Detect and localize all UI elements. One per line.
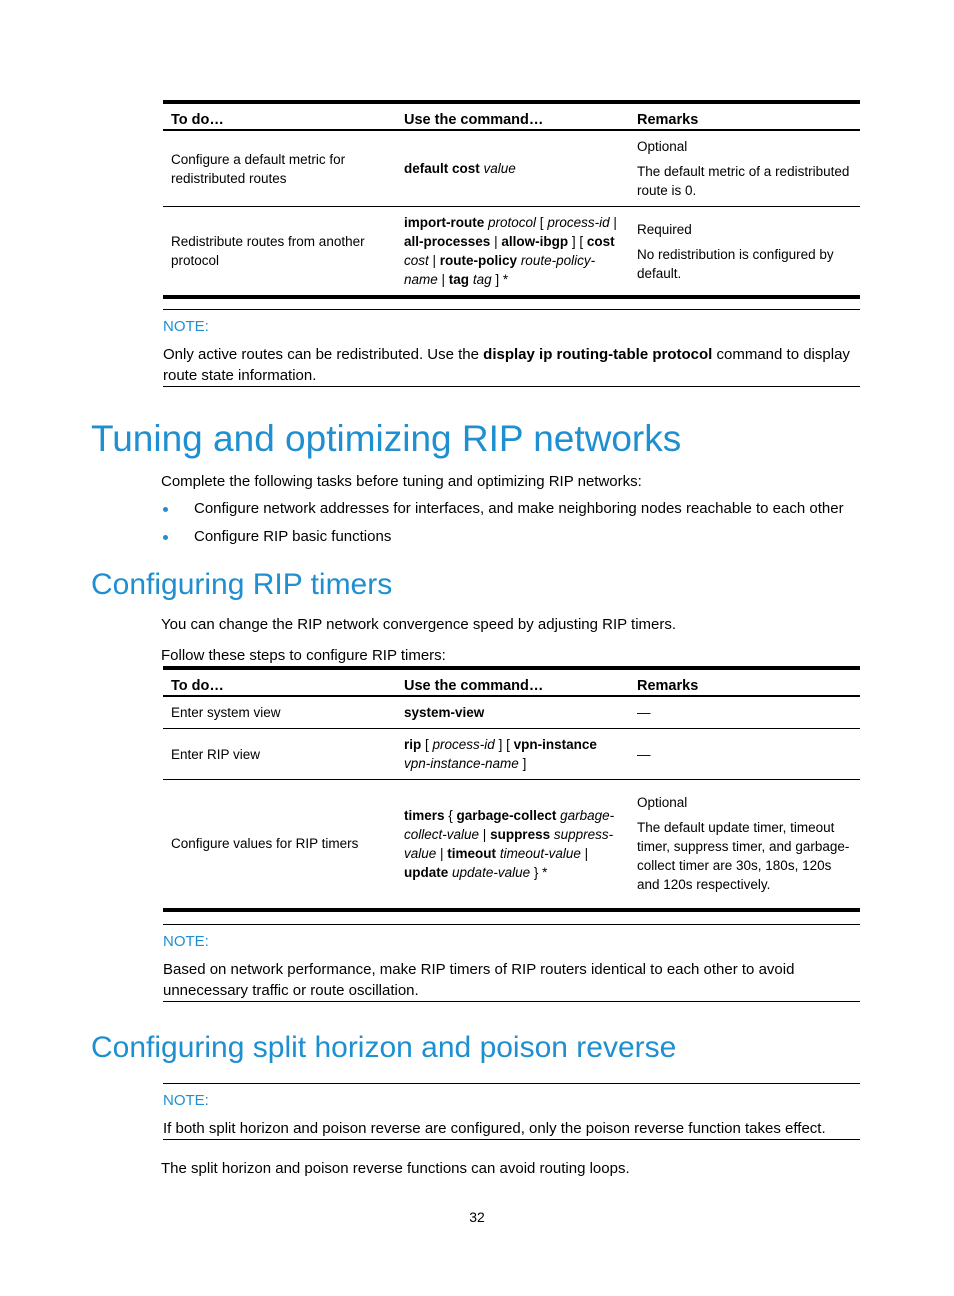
note-text: Only active routes can be redistributed. Use the display ip routing-table protocol command to display route state information. xyxy=(163,346,850,384)
todo-cell: Configure values for RIP timers xyxy=(163,780,396,910)
col-header-todo: To do… xyxy=(163,668,396,696)
command-cell: rip [ process-id ] [ vpn-instance vpn-instance-name ] xyxy=(396,729,629,780)
note-text: Based on network performance, make RIP timers of RIP routers identical to each other to avoid unnecessary traffic or route oscillation. xyxy=(163,961,795,999)
table-row xyxy=(163,130,860,207)
remarks-cell: Optional The default update timer, timeout timer, suppress timer, and garbage-collect timer are 30s, 180s, 120s and 120s respectively. xyxy=(629,780,860,910)
todo-cell: Enter RIP view xyxy=(163,729,396,780)
table-row xyxy=(163,729,860,780)
list-item xyxy=(163,500,844,517)
command-cell: system-view xyxy=(396,696,629,729)
command-cell: import-route protocol [ process-id | all-processes | allow-ibgp ] [ cost cost | route-policy route-policy-name | tag tag ] * xyxy=(396,207,629,298)
note-label: NOTE: xyxy=(163,933,209,950)
bullet-icon xyxy=(163,507,168,512)
list-item-text: Configure network addresses for interfaces, and make neighboring nodes reachable to each other xyxy=(194,500,844,517)
note-top-rule xyxy=(163,309,860,310)
remarks-cell: — xyxy=(629,696,860,729)
note-bottom-rule xyxy=(163,386,860,387)
todo-cell: Redistribute routes from another protocol xyxy=(163,207,396,298)
col-header-command: Use the command… xyxy=(396,668,629,696)
note-bottom-rule xyxy=(163,1139,860,1140)
note-label: NOTE: xyxy=(163,318,209,335)
section-title-split-horizon: Configuring split horizon and poison reverse xyxy=(91,1031,677,1064)
note-label: NOTE: xyxy=(163,1092,209,1109)
command-cell: default cost value xyxy=(396,130,629,207)
page-number: 32 xyxy=(469,1209,485,1225)
command-table-1 xyxy=(163,100,860,299)
todo-cell: Configure a default metric for redistributed routes xyxy=(163,130,396,207)
col-header-todo: To do… xyxy=(163,102,396,130)
todo-cell: Enter system view xyxy=(163,696,396,729)
col-header-remarks: Remarks xyxy=(629,102,860,130)
paragraph: You can change the RIP network convergence speed by adjusting RIP timers. xyxy=(161,616,677,633)
col-header-remarks: Remarks xyxy=(629,668,860,696)
section-title-tuning: Tuning and optimizing RIP networks xyxy=(91,418,682,459)
note-text: If both split horizon and poison reverse are configured, only the poison reverse function takes effect. xyxy=(163,1120,826,1137)
col-header-command: Use the command… xyxy=(396,102,629,130)
bullet-icon xyxy=(163,535,168,540)
table-rip-timers xyxy=(163,666,860,912)
table-redistribute xyxy=(163,100,860,299)
list-item-text: Configure RIP basic functions xyxy=(194,528,392,545)
remarks-cell: — xyxy=(629,729,860,780)
section-title-timers: Configuring RIP timers xyxy=(91,568,393,601)
table-row xyxy=(163,780,860,910)
command-cell: timers { garbage-collect garbage-collect-value | suppress suppress-value | timeout timeout-value | update update-value } * xyxy=(396,780,629,910)
paragraph: The split horizon and poison reverse functions can avoid routing loops. xyxy=(161,1160,630,1177)
command-table-2 xyxy=(163,666,860,912)
paragraph: Follow these steps to configure RIP timers: xyxy=(161,647,446,664)
list-item xyxy=(163,528,391,545)
remarks-cell: Required No redistribution is configured by default. xyxy=(629,207,860,298)
note-top-rule xyxy=(163,1083,860,1084)
intro-paragraph: Complete the following tasks before tuning and optimizing RIP networks: xyxy=(161,473,642,490)
remarks-cell: Optional The default metric of a redistributed route is 0. xyxy=(629,130,860,207)
note-bottom-rule xyxy=(163,1001,860,1002)
table-row xyxy=(163,207,860,298)
note-top-rule xyxy=(163,924,860,925)
table-row xyxy=(163,696,860,729)
